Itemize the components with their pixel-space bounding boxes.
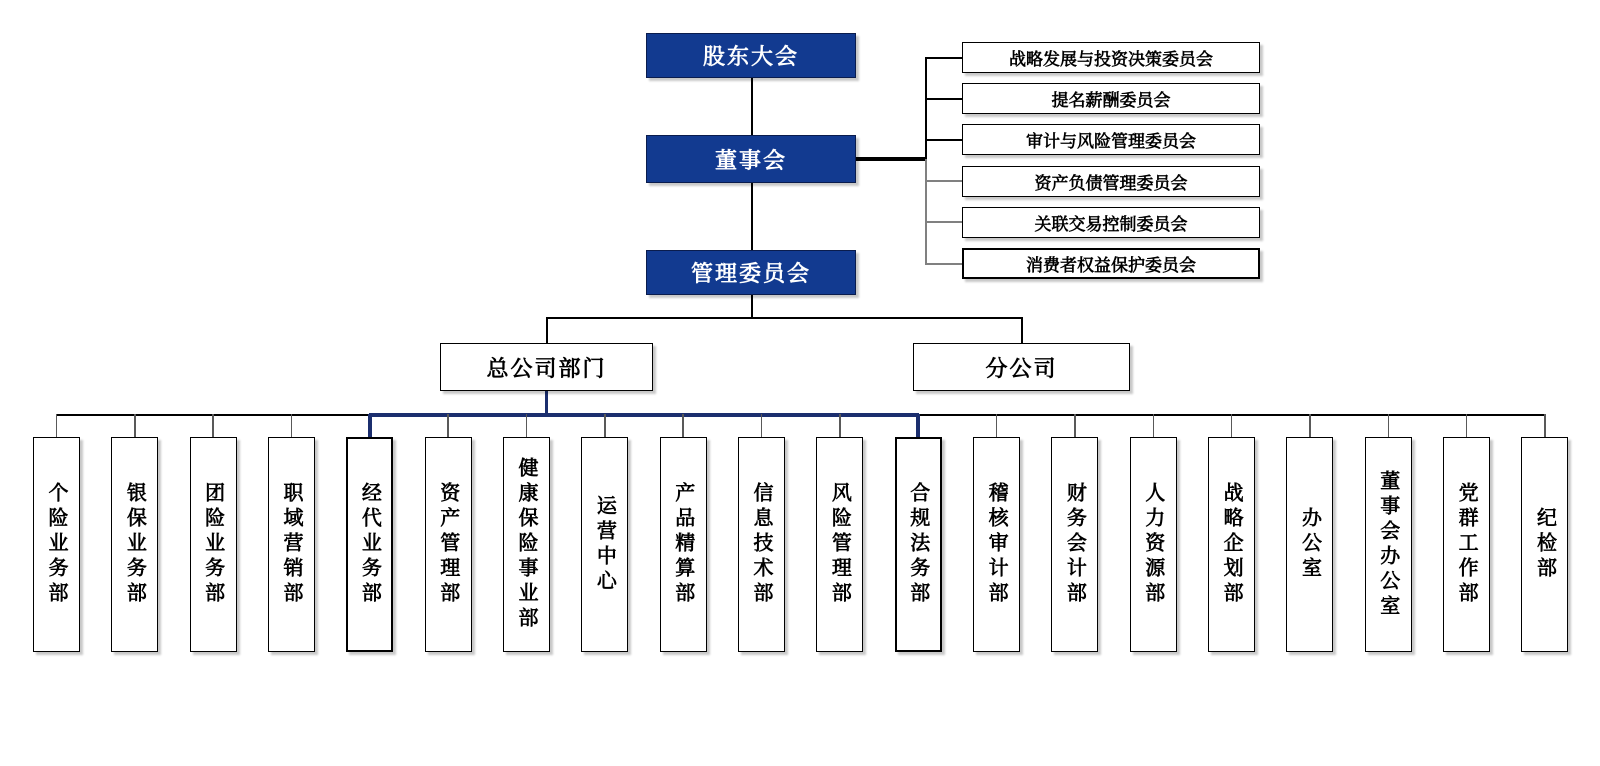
department-label: 稽核审计部 <box>985 482 1008 607</box>
committee-label: 提名薪酬委员会 <box>1051 91 1171 111</box>
connector-drop <box>291 414 293 437</box>
department-label: 个险业务部 <box>45 482 67 607</box>
department-column <box>268 414 315 652</box>
committee-box <box>962 124 1260 155</box>
connector-stub <box>925 180 962 182</box>
committee-row <box>925 207 1260 238</box>
connector-drop <box>56 414 58 437</box>
department-box <box>895 437 942 652</box>
connector-drop <box>996 414 998 437</box>
department-box <box>1051 437 1098 652</box>
department-label: 纪检部 <box>1533 507 1556 582</box>
department-box <box>1208 437 1255 652</box>
department-label: 董事会办公室 <box>1376 469 1399 620</box>
department-box <box>1365 437 1412 652</box>
department-label: 健康保险事业部 <box>515 457 538 632</box>
department-label: 战略企划部 <box>1220 482 1243 607</box>
node-branch-company <box>913 343 1130 391</box>
head-office-drop-line <box>545 391 549 414</box>
node-shareholders-meeting <box>646 33 856 78</box>
department-label: 风险管理部 <box>828 482 851 607</box>
department-box <box>268 437 315 652</box>
connector-line <box>751 78 753 135</box>
department-column <box>1208 414 1255 652</box>
department-box <box>1130 437 1177 652</box>
committee-row <box>925 248 1260 279</box>
node-board-of-directors <box>646 135 856 183</box>
committee-box <box>962 166 1260 197</box>
connector-line <box>1021 317 1023 343</box>
connector-line-thick <box>856 157 925 161</box>
department-box <box>503 437 550 652</box>
committee-label: 审计与风险管理委员会 <box>1026 132 1196 152</box>
department-box <box>816 437 863 652</box>
connector-drop <box>1074 414 1076 437</box>
department-box <box>346 437 393 652</box>
department-box <box>33 437 80 652</box>
department-box <box>425 437 472 652</box>
department-label: 合规法务部 <box>906 482 929 607</box>
connector-drop <box>212 414 214 437</box>
node-label: 总公司部门 <box>486 355 607 381</box>
department-column <box>1051 414 1098 652</box>
department-label: 银保业务部 <box>123 482 146 607</box>
connector-drop <box>839 414 841 437</box>
department-column <box>503 414 550 652</box>
committee-box <box>962 42 1260 73</box>
node-label: 董事会 <box>714 147 787 173</box>
department-column <box>660 414 707 652</box>
connector-drop <box>1309 414 1311 437</box>
department-box <box>111 437 158 652</box>
department-column <box>33 414 80 652</box>
connector-line <box>546 317 548 343</box>
connector-drop <box>761 414 763 437</box>
node-label: 管理委员会 <box>690 261 811 286</box>
department-column <box>1521 414 1568 652</box>
committee-box <box>962 248 1260 279</box>
department-column <box>738 414 785 652</box>
department-column <box>895 414 942 652</box>
department-box <box>738 437 785 652</box>
department-label: 经代业务部 <box>358 482 381 607</box>
node-label: 分公司 <box>985 355 1058 381</box>
department-label: 产品精算部 <box>671 482 694 607</box>
department-column <box>1286 414 1333 652</box>
department-box <box>581 437 628 652</box>
node-management-committee <box>646 250 856 295</box>
committee-label: 消费者权益保护委员会 <box>1026 256 1196 275</box>
connector-drop <box>1544 414 1546 437</box>
committee-box <box>962 83 1260 114</box>
connector-stub <box>925 57 962 59</box>
node-head-office-departments <box>440 343 653 391</box>
connector-drop <box>526 414 528 437</box>
department-column <box>190 414 237 652</box>
department-column <box>111 414 158 652</box>
department-label: 人力资源部 <box>1141 482 1164 607</box>
department-label: 党群工作部 <box>1455 482 1478 607</box>
department-label: 职域营销部 <box>280 482 303 607</box>
department-column <box>581 414 628 652</box>
connector-stub <box>925 139 962 141</box>
connector-stub <box>925 98 962 100</box>
connector-line <box>546 317 1023 319</box>
connector-drop <box>1231 414 1233 437</box>
department-label: 信息技术部 <box>750 482 773 607</box>
department-box <box>1286 437 1333 652</box>
department-column <box>346 414 393 652</box>
committee-label: 资产负债管理委员会 <box>1034 173 1188 193</box>
department-column <box>1365 414 1412 652</box>
department-column <box>816 414 863 652</box>
connector-drop <box>134 414 136 437</box>
department-label: 财务会计部 <box>1063 482 1086 607</box>
connector-line <box>751 295 753 317</box>
connector-stub <box>925 263 962 265</box>
connector-drop <box>1388 414 1390 437</box>
connector-drop <box>1153 414 1155 437</box>
department-box <box>190 437 237 652</box>
committee-box <box>962 207 1260 238</box>
department-column <box>973 414 1020 652</box>
connector-line <box>751 183 753 250</box>
department-box <box>1443 437 1490 652</box>
department-column <box>1443 414 1490 652</box>
department-label: 运营中心 <box>593 494 616 595</box>
committee-row <box>925 42 1260 73</box>
department-box <box>660 437 707 652</box>
committee-row <box>925 124 1260 155</box>
department-label: 团险业务部 <box>201 482 224 607</box>
department-label: 资产管理部 <box>436 482 459 607</box>
connector-drop <box>604 414 606 437</box>
committee-label: 关联交易控制委员会 <box>1034 214 1188 234</box>
committee-row <box>925 166 1260 197</box>
department-box <box>973 437 1020 652</box>
department-column <box>1130 414 1177 652</box>
department-column <box>425 414 472 652</box>
connector-drop <box>447 414 449 437</box>
department-box <box>1521 437 1568 652</box>
connector-drop <box>916 414 920 437</box>
node-label: 股东大会 <box>702 44 799 69</box>
committee-row <box>925 83 1260 114</box>
connector-drop <box>368 414 372 437</box>
connector-stub <box>925 221 962 223</box>
committee-label: 战略发展与投资决策委员会 <box>1009 50 1213 69</box>
connector-drop <box>1466 414 1468 437</box>
connector-drop <box>682 414 684 437</box>
department-label: 办公室 <box>1298 507 1321 582</box>
